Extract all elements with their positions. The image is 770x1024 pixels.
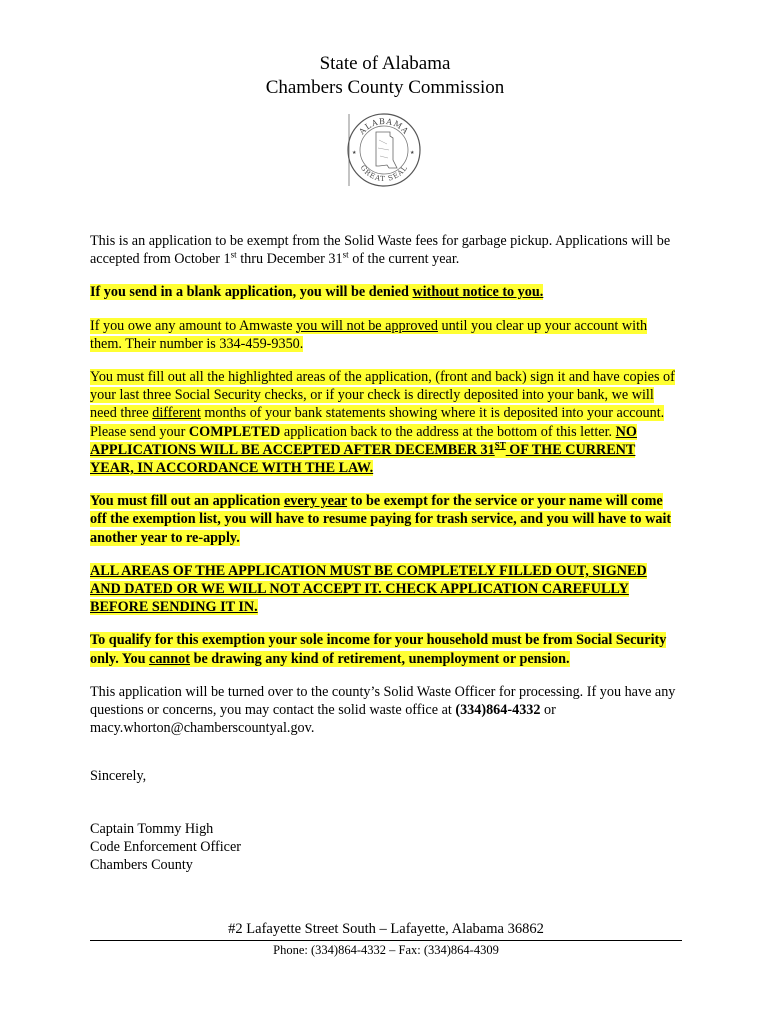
signature-block [90, 820, 680, 875]
fill-instructions: You must fill out all the highlighted areas of the application, (front and back) sign it and have copies of your last three Social Security checks, or if your check is directly deposited into your bank, we will need three different months of your bank statements showing where it is deposited into your account. Please send your COMPLETED application back to the address at the bottom of this letter. NO APPLICATIONS WILL BE ACCEPTED AFTER DECEMBER 31ST OF THE CURRENT YEAR, IN ACCORDANCE WITH THE LAW. [90, 369, 675, 477]
letter-body [90, 232, 680, 874]
contact-paragraph: This application will be turned over to the county’s Solid Waste Officer for processing. If you have any questions or concerns, you may contact the solid waste office at (334)864-4332 or macy.whorton@chamberscountyal.gov. [90, 683, 676, 737]
qualification-rule: To qualify for this exemption your sole income for your household must be from Social Security only. You cannot be drawing any kind of retirement, unemployment or pension. [90, 632, 667, 667]
yearly-requirement: You must fill out an application every year to be exempt for the service or your name will come off the exemption list, you will have to resume paying for trash service, and you will have to wait another year to re-apply. [90, 493, 672, 546]
svg-text:★: ★ [410, 151, 415, 156]
letterhead [0, 52, 770, 100]
great-seal-icon [343, 110, 423, 190]
all-areas-warning: ALL AREAS OF THE APPLICATION MUST BE COMPLETELY FILLED OUT, SIGNED AND DATED OR WE WILL NOT ACCEPT IT. CHECK APPLICATION CAREFULLY BEFORE SENDING IT IN. [90, 562, 647, 616]
signer-county: Chambers County [90, 857, 193, 874]
footer-address: #2 Lafayette Street South – Lafayette, Alabama 36862 [90, 920, 682, 941]
closing: Sincerely, [90, 768, 147, 785]
svg-text:★: ★ [352, 151, 357, 156]
intro-paragraph: This is an application to be exempt from the Solid Waste fees for garbage pickup. Applications will be accepted from October 1st thru December 31st of the current year. [90, 233, 671, 268]
svg-text:GREAT SEAL [359, 164, 410, 183]
seal-top-text: ALABAMA [357, 116, 411, 137]
signer-name: Captain Tommy High [90, 820, 214, 837]
seal-bottom-text: GREAT SEAL [358, 163, 410, 184]
letter-footer [90, 920, 682, 958]
footer-phone: Phone: (334)864-4332 – Fax: (334)864-4309 [273, 943, 499, 957]
blank-application-warning: If you send in a blank application, you will be denied without notice to you. [90, 284, 544, 301]
signer-title: Code Enforcement Officer [90, 838, 242, 855]
letterhead-state: State of Alabama [319, 53, 451, 74]
letterhead-commission: Chambers County Commission [265, 77, 505, 98]
amwaste-notice: If you owe any amount to Amwaste you will not be approved until you clear up your account with them. Their number is 334-459-9350. [90, 317, 648, 352]
